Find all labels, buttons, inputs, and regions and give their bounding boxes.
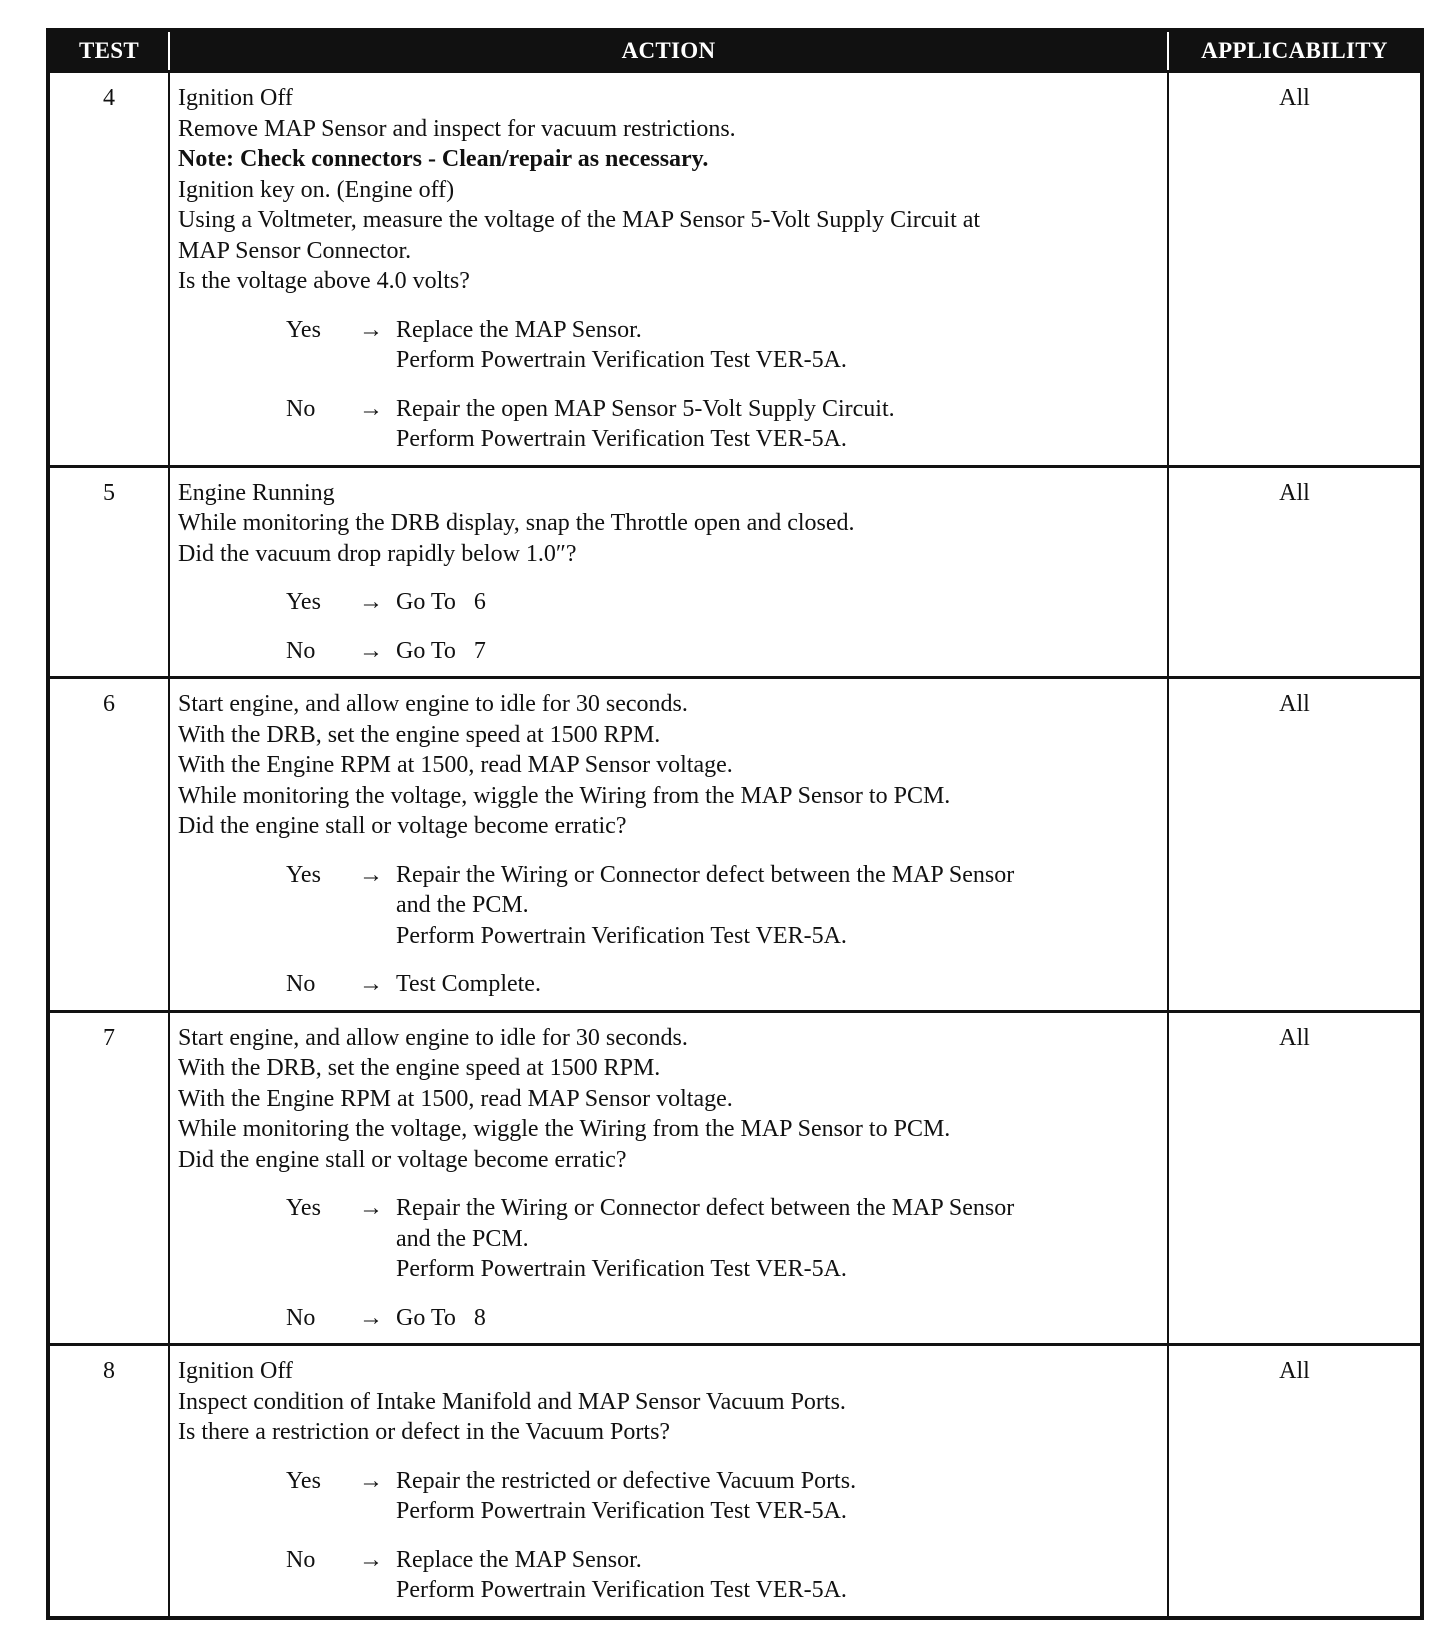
result-line: Go To 8 — [396, 1304, 486, 1331]
table-row — [48, 466, 1422, 678]
arrow-right-icon: → — [359, 316, 383, 343]
outcome-result — [396, 969, 1161, 1000]
arrow-right-icon: → — [359, 589, 383, 615]
outcome-answer: No — [286, 637, 316, 664]
outcome-result — [396, 1303, 1161, 1334]
action-step: Start engine, and allow engine to idle for 30 seconds. — [178, 1024, 688, 1051]
test-number: 7 — [48, 1011, 169, 1345]
test-number: 6 — [48, 678, 169, 1012]
arrow-right-icon: → — [359, 861, 383, 888]
outcome-no — [178, 1303, 1161, 1334]
test-number: 4 — [48, 72, 169, 467]
action-cell — [169, 1345, 1168, 1618]
result-line: Perform Powertrain Verification Test VER-5A. — [396, 426, 847, 452]
outcome-answer: Yes — [286, 1195, 321, 1221]
action-step: While monitoring the DRB display, snap the Throttle open and closed. — [178, 510, 855, 536]
action-step: Inspect condition of Intake Manifold and MAP Sensor Vacuum Ports. — [178, 1388, 846, 1415]
outcome-result — [396, 636, 1161, 667]
action-question: Did the vacuum drop rapidly below 1.0″? — [178, 540, 577, 567]
action-step: With the Engine RPM at 1500, read MAP Sensor voltage. — [178, 752, 733, 778]
action-step: With the DRB, set the engine speed at 1500 RPM. — [178, 1055, 661, 1081]
result-line: Repair the restricted or defective Vacuum Ports. — [396, 1467, 857, 1494]
result-line: Replace the MAP Sensor. — [396, 1546, 642, 1573]
result-line: Repair the Wiring or Connector defect between the MAP Sensor — [396, 1195, 1015, 1221]
result-line: Go To 6 — [396, 589, 486, 615]
outcome-yes — [178, 315, 1161, 376]
result-line: Perform Powertrain Verification Test VER-5A. — [396, 922, 847, 949]
action-step: Engine Running — [178, 479, 335, 506]
outcome-yes — [178, 1466, 1161, 1527]
applicability-value: All — [1168, 1345, 1422, 1618]
outcome-result — [396, 394, 1161, 455]
diagnostic-test-table — [46, 28, 1424, 1620]
action-step: Start engine, and allow engine to idle for 30 seconds. — [178, 691, 688, 717]
result-line: Repair the open MAP Sensor 5-Volt Supply Circuit. — [396, 395, 895, 422]
action-cell — [169, 466, 1168, 678]
table-header — [48, 30, 1422, 72]
action-note: Note: Check connectors - Clean/repair as necessary. — [178, 146, 709, 172]
table-row — [48, 1345, 1422, 1618]
result-line: Replace the MAP Sensor. — [396, 316, 642, 343]
action-step: Ignition Off — [178, 85, 293, 111]
action-step: With the DRB, set the engine speed at 1500 RPM. — [178, 721, 661, 748]
outcome-answer: Yes — [286, 316, 321, 343]
result-line: Go To 7 — [396, 637, 486, 664]
table-row — [48, 72, 1422, 467]
action-step: MAP Sensor Connector. — [178, 237, 412, 264]
action-question: Is the voltage above 4.0 volts? — [178, 268, 470, 294]
table-row — [48, 678, 1422, 1012]
outcome-result — [396, 1466, 1161, 1527]
action-question: Did the engine stall or voltage become erratic? — [178, 813, 627, 839]
action-step: With the Engine RPM at 1500, read MAP Sensor voltage. — [178, 1085, 733, 1112]
applicability-value: All — [1168, 466, 1422, 678]
outcome-result — [396, 315, 1161, 376]
outcome-no — [178, 394, 1161, 455]
result-line: Test Complete. — [396, 971, 541, 997]
arrow-right-icon: → — [359, 971, 383, 997]
outcome-answer: Yes — [286, 589, 321, 615]
applicability-value: All — [1168, 1011, 1422, 1345]
result-line: and the PCM. — [396, 1225, 529, 1252]
result-line: Perform Powertrain Verification Test VER-5A. — [396, 347, 847, 373]
arrow-right-icon: → — [359, 1304, 383, 1331]
action-step: Ignition Off — [178, 1358, 293, 1384]
action-step: While monitoring the voltage, wiggle the Wiring from the MAP Sensor to PCM. — [178, 782, 951, 809]
outcome-no — [178, 969, 1161, 1000]
arrow-right-icon: → — [359, 395, 383, 422]
action-question: Is there a restriction or defect in the Vacuum Ports? — [178, 1419, 671, 1445]
outcome-no — [178, 1545, 1161, 1606]
outcome-no — [178, 636, 1161, 667]
action-step: Remove MAP Sensor and inspect for vacuum restrictions. — [178, 115, 736, 142]
outcome-answer: No — [286, 971, 316, 997]
result-line: Perform Powertrain Verification Test VER-5A. — [396, 1498, 847, 1524]
action-cell — [169, 678, 1168, 1012]
outcome-yes — [178, 587, 1161, 618]
action-question: Did the engine stall or voltage become erratic? — [178, 1146, 627, 1173]
result-line: Repair the Wiring or Connector defect between the MAP Sensor — [396, 861, 1015, 888]
action-step: Using a Voltmeter, measure the voltage of the MAP Sensor 5-Volt Supply Circuit at — [178, 207, 981, 233]
result-line: and the PCM. — [396, 892, 529, 918]
outcome-result — [396, 587, 1161, 618]
test-number: 5 — [48, 466, 169, 678]
header-action: ACTION — [169, 30, 1168, 72]
applicability-value: All — [1168, 678, 1422, 1012]
outcome-result — [396, 1193, 1161, 1285]
outcome-answer: No — [286, 1546, 316, 1573]
outcome-answer: Yes — [286, 1467, 321, 1494]
diagnostic-procedure-page — [46, 28, 1420, 1620]
applicability-value: All — [1168, 72, 1422, 467]
outcome-answer: Yes — [286, 861, 321, 888]
table-row — [48, 1011, 1422, 1345]
outcome-answer: No — [286, 1304, 316, 1331]
action-cell — [169, 1011, 1168, 1345]
outcome-answer: No — [286, 395, 316, 422]
arrow-right-icon: → — [359, 637, 383, 664]
outcome-result — [396, 1545, 1161, 1606]
action-cell — [169, 72, 1168, 467]
action-step: While monitoring the voltage, wiggle the Wiring from the MAP Sensor to PCM. — [178, 1116, 951, 1142]
result-line: Perform Powertrain Verification Test VER-5A. — [396, 1577, 847, 1603]
result-line: Perform Powertrain Verification Test VER-5A. — [396, 1256, 847, 1282]
outcome-yes — [178, 860, 1161, 952]
arrow-right-icon: → — [359, 1546, 383, 1573]
outcome-result — [396, 860, 1161, 952]
header-test: TEST — [48, 30, 169, 72]
action-step: Ignition key on. (Engine off) — [178, 176, 455, 203]
header-applicability: APPLICABILITY — [1168, 30, 1422, 72]
test-number: 8 — [48, 1345, 169, 1618]
outcome-yes — [178, 1193, 1161, 1285]
arrow-right-icon: → — [359, 1467, 383, 1494]
arrow-right-icon: → — [359, 1195, 383, 1221]
